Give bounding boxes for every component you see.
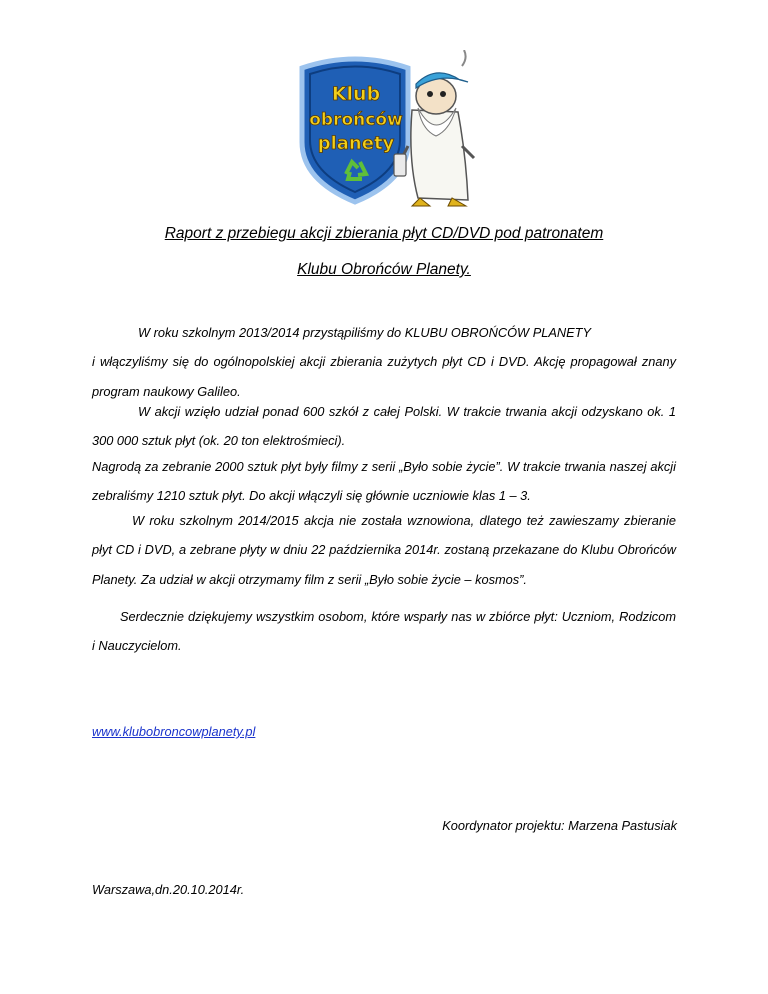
paragraph-5: Serdecznie dziękujemy wszystkim osobom, które wsparły nas w zbiórce płyt: Uczniom, Rodzicom i Nauczycielom.	[92, 609, 676, 654]
paragraph-1-first-line: W roku szkolnym 2013/2014 przystąpiliśmy do KLUBU OBROŃCÓW PLANETY	[138, 325, 592, 340]
paragraph-1-rest: i włączyliśmy się do ogólnopolskiej akcji zbierania zużytych płyt CD i DVD. Akcję propagował znany program naukowy Galileo.	[92, 354, 676, 399]
report-title-line2: Klubu Obrońców Planety.	[297, 261, 471, 278]
logo-text-line3: planety	[317, 133, 395, 154]
coordinator-signature: Koordynator projektu: Marzena Pastusiak	[442, 818, 677, 833]
paragraph-4: W roku szkolnym 2014/2015 akcja nie została wznowiona, dlatego też zawieszamy zbieranie płyt CD i DVD, a zebrane płyty w dniu 22 października 2014r. zostaną przekazane do Klubu Obrońców Planety. Za udział w akcji otrzymamy film z serii „Było sobie życie – kosmos”.	[92, 513, 676, 587]
club-logo-graphic	[290, 50, 490, 210]
club-website-link[interactable]: www.klubobroncowplanety.pl	[92, 724, 256, 739]
logo-text-line2: obrońców	[309, 110, 403, 130]
club-logo	[290, 50, 490, 210]
paragraph-3: Nagrodą za zebranie 2000 sztuk płyt były filmy z serii „Było sobie życie”. W trakcie trwania naszej akcji zebraliśmy 1210 sztuk płyt. Do akcji włączyli się głównie uczniowie klas 1 – 3.	[92, 459, 676, 504]
place-and-date: Warszawa,dn.20.10.2014r.	[92, 882, 245, 897]
logo-text-line1: Klub	[331, 83, 381, 105]
paragraph-2: W akcji wzięło udział ponad 600 szkół z całej Polski. W trakcie trwania akcji odzyskano ok. 1 300 000 sztuk płyt (ok. 20 ton elektrośmieci).	[92, 404, 676, 449]
paragraph-1	[92, 318, 676, 406]
report-title-line1: Raport z przebiegu akcji zbierania płyt CD/DVD pod patronatem	[164, 225, 604, 242]
